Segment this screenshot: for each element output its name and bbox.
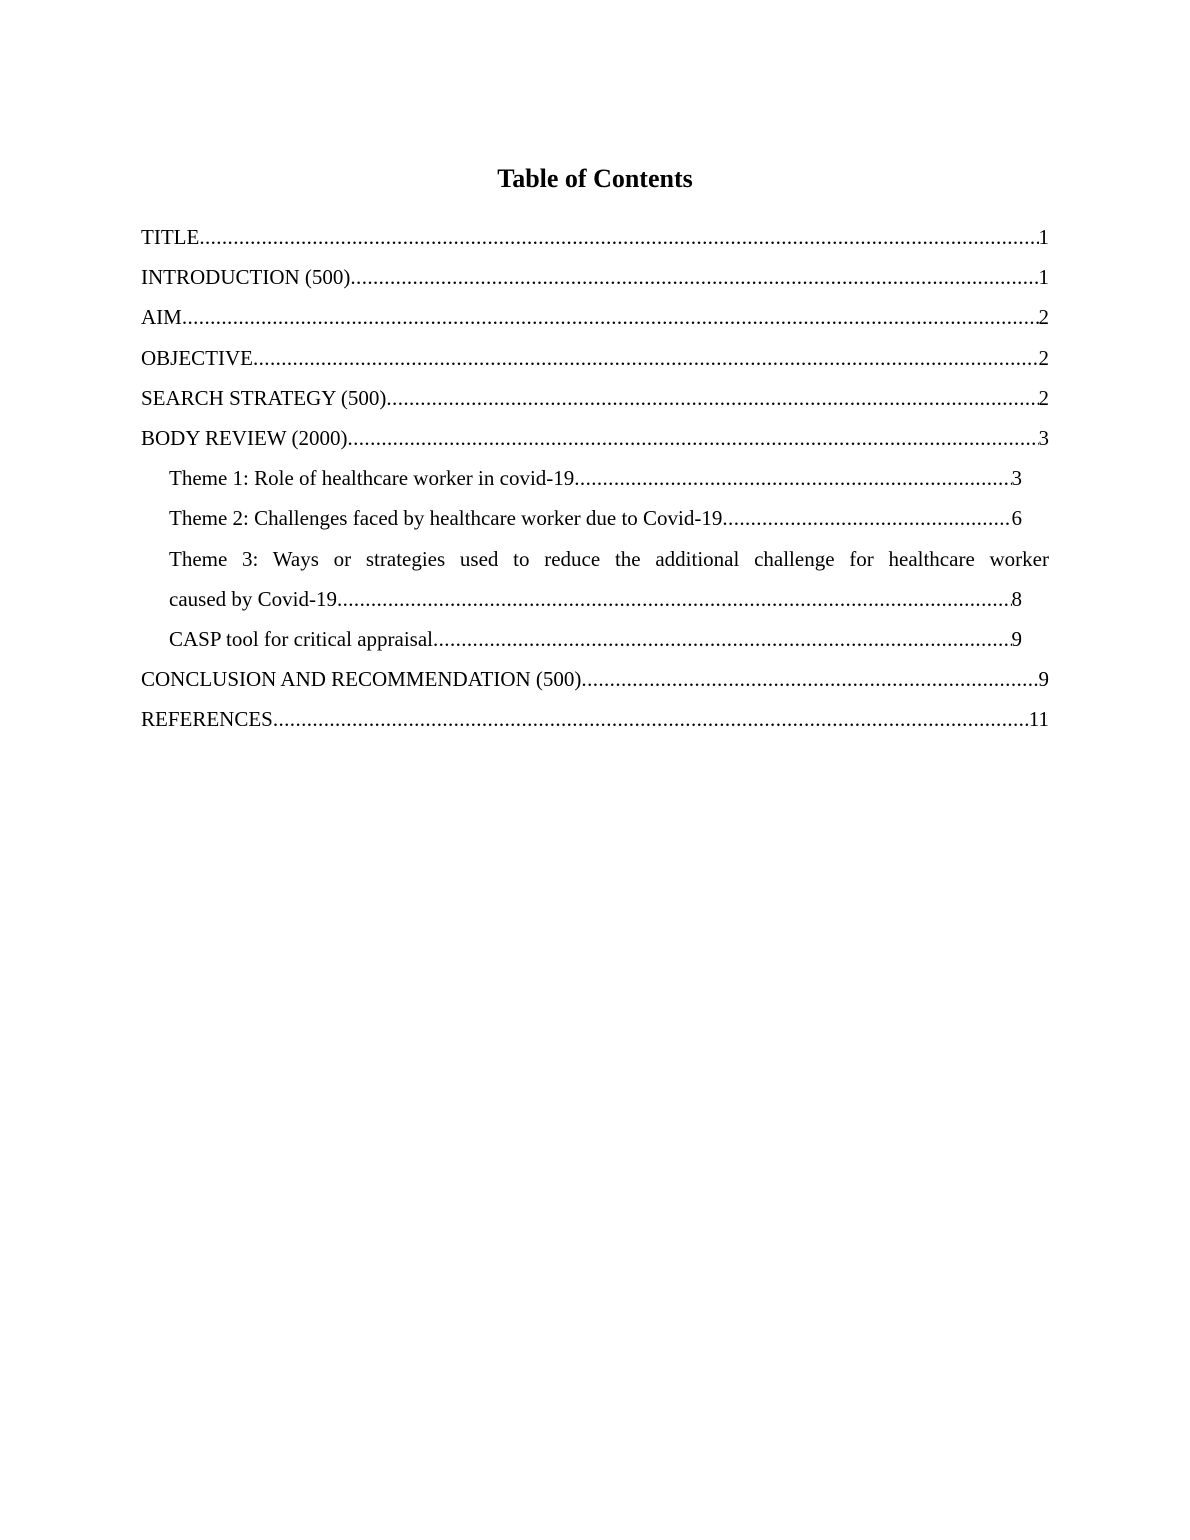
toc-dot-leader — [182, 299, 1039, 335]
toc-entry-body-review[interactable] — [141, 420, 1049, 460]
toc-page-number: 2 — [1038, 345, 1049, 370]
toc-entry-references[interactable] — [141, 701, 1049, 741]
table-of-contents — [141, 219, 1049, 741]
toc-page-number: 2 — [1038, 305, 1049, 330]
toc-entry-last-line — [169, 581, 1022, 621]
toc-dot-leader — [337, 581, 1012, 617]
toc-entry-label: OBJECTIVE — [141, 345, 253, 370]
toc-entry-conclusion[interactable] — [141, 661, 1049, 701]
toc-dot-leader — [574, 460, 1011, 496]
toc-entry-label: CASP tool for critical appraisal — [169, 626, 433, 651]
toc-page-number: 2 — [1038, 385, 1049, 410]
toc-page-number: 3 — [1038, 425, 1049, 450]
toc-entry-label: SEARCH STRATEGY (500) — [141, 385, 387, 410]
toc-entry-label: CONCLUSION AND RECOMMENDATION (500) — [141, 667, 582, 692]
toc-dot-leader — [253, 340, 1039, 376]
toc-page-number: 1 — [1038, 225, 1049, 249]
toc-dot-leader — [347, 420, 1038, 456]
toc-entry-label: BODY REVIEW (2000) — [141, 425, 348, 450]
toc-entry-title[interactable] — [141, 219, 1049, 259]
toc-entry-label: AIM — [141, 305, 182, 330]
page-title: Table of Contents — [497, 164, 693, 193]
toc-dot-leader — [581, 661, 1038, 697]
toc-page-number: 9 — [1011, 626, 1022, 651]
toc-dot-leader — [350, 259, 1038, 295]
toc-entry-label: REFERENCES — [141, 707, 273, 732]
toc-entry-label: INTRODUCTION (500) — [141, 265, 351, 290]
toc-entry-theme-3[interactable] — [169, 541, 1049, 621]
toc-dot-leader — [386, 380, 1038, 416]
toc-entry-label: Theme 2: Challenges faced by healthcare worker due to Covid-19 — [169, 506, 723, 531]
toc-dot-leader — [199, 219, 1038, 255]
toc-entry-label-line-1: Theme 3: Ways or strategies used to reduce the additional challenge for healthcare worker — [169, 546, 1049, 571]
toc-entry-objective[interactable] — [141, 340, 1049, 380]
toc-entry-label: TITLE — [141, 225, 200, 249]
toc-dot-leader — [722, 500, 1011, 536]
toc-page-number: 6 — [1011, 506, 1022, 531]
toc-entry-theme-1[interactable] — [169, 460, 1022, 500]
toc-page-number: 11 — [1028, 707, 1049, 732]
toc-page-number: 9 — [1038, 667, 1049, 692]
toc-entry-theme-2[interactable] — [169, 500, 1022, 540]
toc-entry-label-line-2: caused by Covid-19 — [169, 586, 337, 611]
toc-dot-leader — [273, 701, 1029, 737]
toc-page-number: 8 — [1011, 586, 1022, 611]
toc-page-number: 3 — [1011, 466, 1022, 491]
toc-entry-introduction[interactable] — [141, 259, 1049, 299]
toc-dot-leader — [433, 621, 1012, 657]
toc-entry-label: Theme 1: Role of healthcare worker in covid-19 — [169, 466, 575, 491]
toc-entry-aim[interactable] — [141, 299, 1049, 339]
toc-page-number: 1 — [1038, 265, 1049, 290]
toc-entry-search-strategy[interactable] — [141, 380, 1049, 420]
toc-entry-casp-tool[interactable] — [169, 621, 1022, 661]
